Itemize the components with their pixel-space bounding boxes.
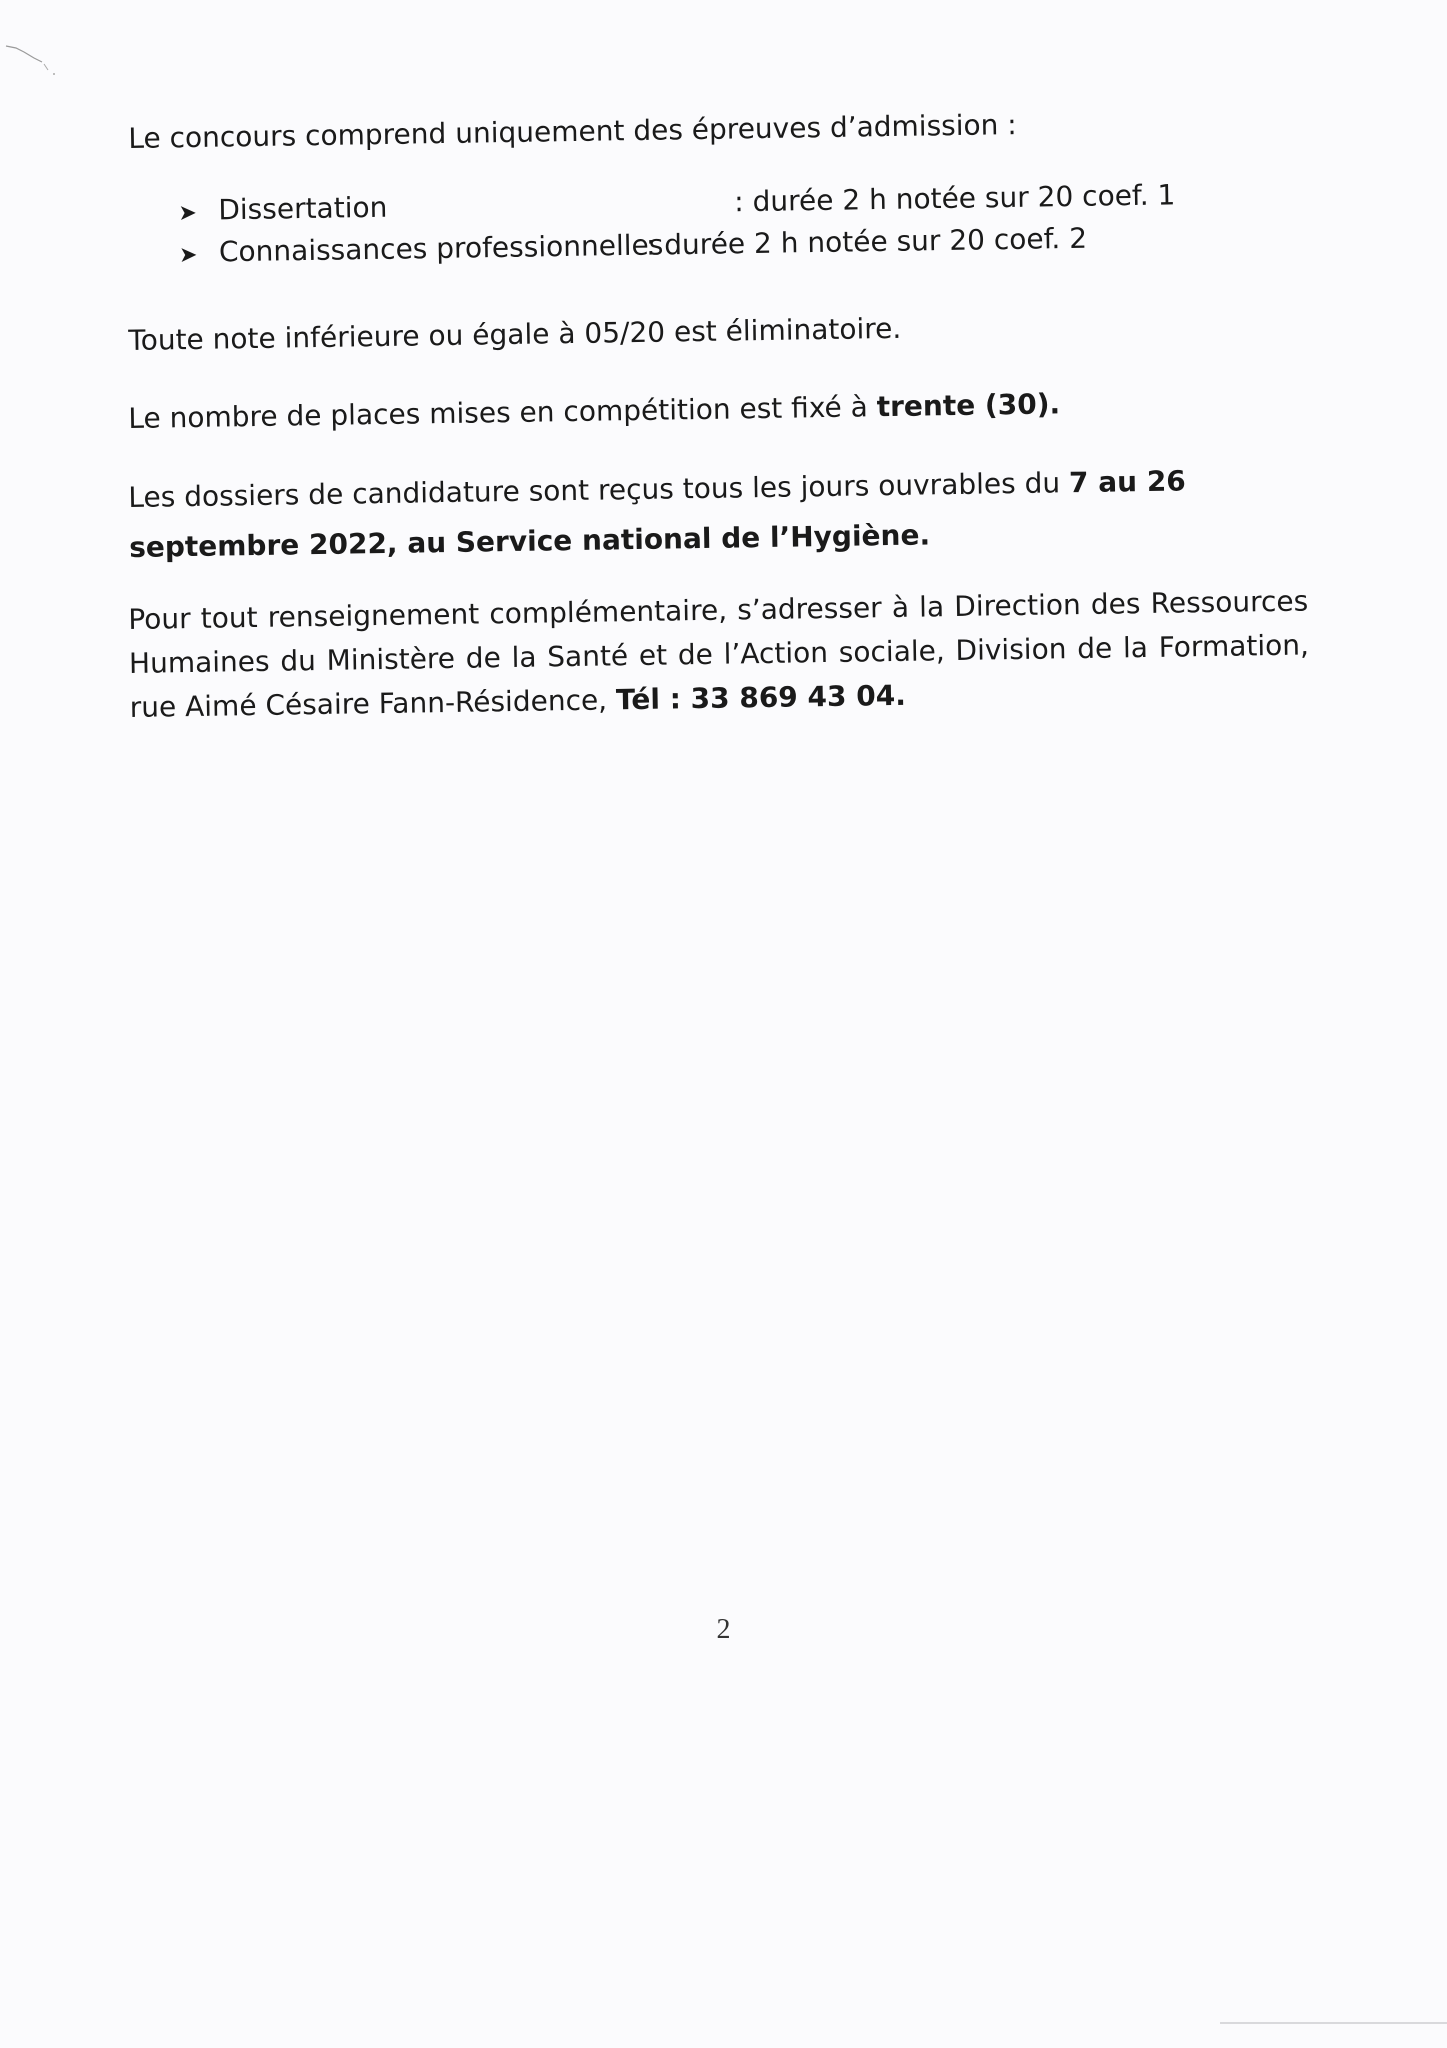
exam-name: Dissertation xyxy=(218,190,388,227)
contact-text: Pour tout renseignement complémentaire, s’adresser à la Direction des Ressources Humaines du Ministère de la Santé et de l’Action sociale, Division de la Formation, rue Aimé Césaire Fann-Résidence, xyxy=(128,584,1310,724)
places-paragraph xyxy=(128,379,1309,440)
contact-paragraph xyxy=(128,579,1310,730)
contact-phone: Tél : 33 869 43 04. xyxy=(615,678,907,717)
exam-detail: : durée 2 h notée sur 20 coef. 2 xyxy=(645,221,1088,262)
arrow-bullet-icon: ➤ xyxy=(178,200,198,226)
dossiers-paragraph xyxy=(128,454,1309,573)
scan-edge-line xyxy=(1220,2022,1447,2024)
intro-paragraph: Le concours comprend uniquement des épreuves d’admission : xyxy=(128,108,1017,155)
exam-detail: : durée 2 h notée sur 20 coef. 1 xyxy=(733,178,1176,219)
exam-name: Connaissances professionnelles xyxy=(218,228,664,269)
arrow-bullet-icon: ➤ xyxy=(178,242,198,268)
exam-list xyxy=(178,174,1179,274)
page-number: 2 xyxy=(716,1614,731,1645)
dossiers-text: Les dossiers de candidature sont reçus tous les jours ouvrables du xyxy=(128,466,1070,514)
scan-artifact-mark xyxy=(4,40,64,80)
places-count: trente (30). xyxy=(876,387,1061,424)
places-text: Le nombre de places mises en compétition est fixé à xyxy=(128,390,877,435)
elimination-paragraph: Toute note inférieure ou égale à 05/20 est éliminatoire. xyxy=(128,311,902,357)
dossiers-dates: 7 au 26 septembre 2022, au Service national de l’Hygiène. xyxy=(128,464,1187,564)
